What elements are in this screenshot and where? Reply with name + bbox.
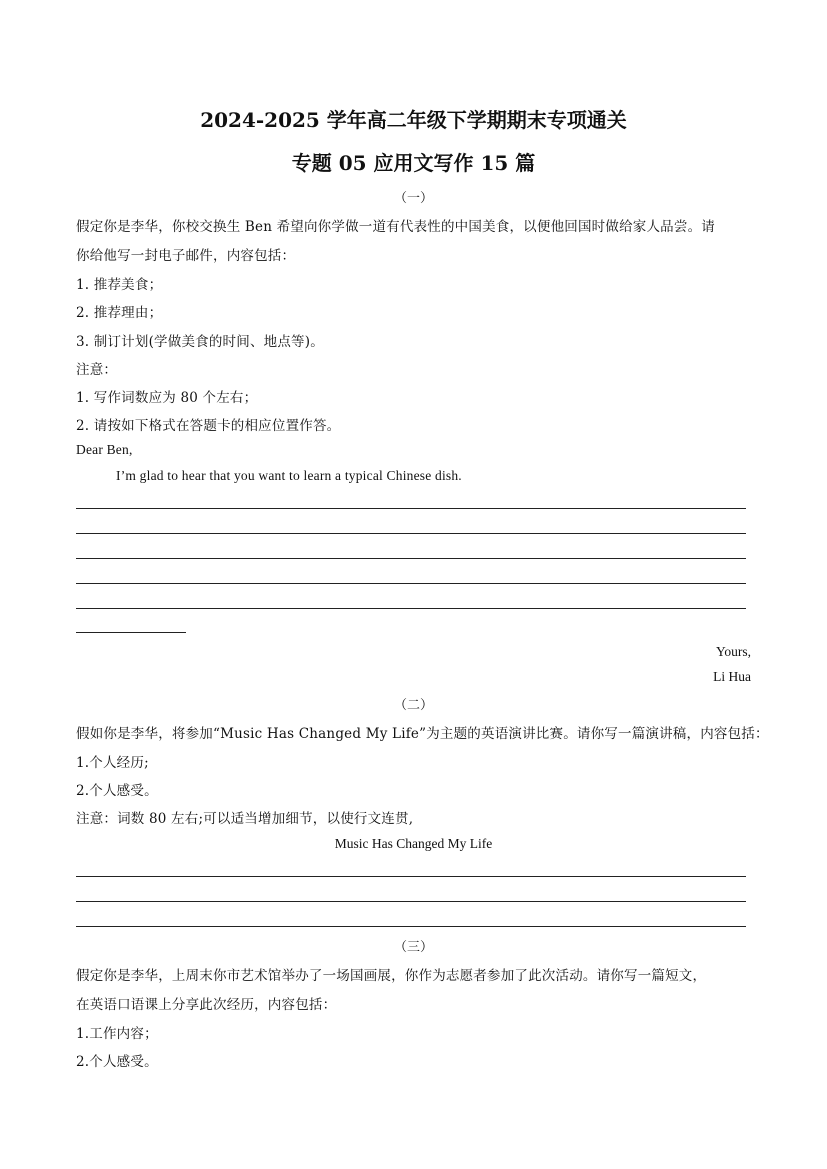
section-1-note-2: 2. 请按如下格式在答题卡的相应位置作答。	[76, 418, 341, 434]
section-1-prompt-line-2: 你给他写一封电子邮件，内容包括：	[76, 248, 296, 264]
answer-line-short	[76, 632, 186, 633]
letter-opening: I’m glad to hear that you want to learn a typical Chinese dish.	[116, 468, 462, 483]
section-2-label: （二）	[393, 698, 433, 713]
section-2-point-2: 2.个人感受。	[76, 783, 158, 799]
answer-line	[76, 876, 746, 877]
document-title: 2024-2025 学年高二年级下学期期末专项通关	[200, 108, 627, 132]
section-1-point-1: 1. 推荐美食；	[76, 277, 163, 293]
section-1-prompt-line-1: 假定你是李华，你校交换生 Ben 希望向你学做一道有代表性的中国美食，以便他回国时做给家人品尝。请	[76, 219, 715, 235]
section-2-point-1: 1.个人经历;	[76, 755, 149, 771]
answer-line	[76, 926, 746, 927]
section-3-label: （三）	[393, 940, 433, 955]
section-1-note-1: 1. 写作词数应为 80 个左右；	[76, 390, 258, 406]
answer-line	[76, 583, 746, 584]
section-2-prompt: 假如你是李华，将参加“Music Has Changed My Life”为主题的英语演讲比赛。请你写一篇演讲稿，内容包括：	[76, 726, 769, 742]
letter-signature: Li Hua	[713, 669, 751, 684]
section-3-prompt-line-2: 在英语口语课上分享此次经历，内容包括：	[76, 997, 337, 1013]
answer-line	[76, 901, 746, 902]
section-3-prompt-line-1: 假定你是李华，上周末你市艺术馆举办了一场国画展，你作为志愿者参加了此次活动。请你写一篇短文，	[76, 968, 707, 984]
section-1-label: （一）	[393, 191, 433, 206]
section-1-notes-label: 注意：	[76, 362, 118, 378]
section-1-point-3: 3. 制订计划(学做美食的时间、地点等)。	[76, 334, 324, 350]
letter-greeting: Dear Ben,	[76, 442, 133, 457]
answer-line	[76, 558, 746, 559]
essay-title: Music Has Changed My Life	[334, 836, 493, 851]
answer-line	[76, 508, 746, 509]
answer-line	[76, 608, 746, 609]
answer-line	[76, 533, 746, 534]
letter-closing: Yours,	[715, 644, 751, 659]
section-2-note: 注意：词数 80 左右;可以适当增加细节，以使行文连贯,	[76, 811, 414, 827]
section-3-point-1: 1.工作内容；	[76, 1026, 158, 1042]
section-3-point-2: 2.个人感受。	[76, 1054, 158, 1070]
section-1-point-2: 2. 推荐理由；	[76, 305, 163, 321]
document-subtitle: 专题 05 应用文写作 15 篇	[291, 151, 536, 175]
